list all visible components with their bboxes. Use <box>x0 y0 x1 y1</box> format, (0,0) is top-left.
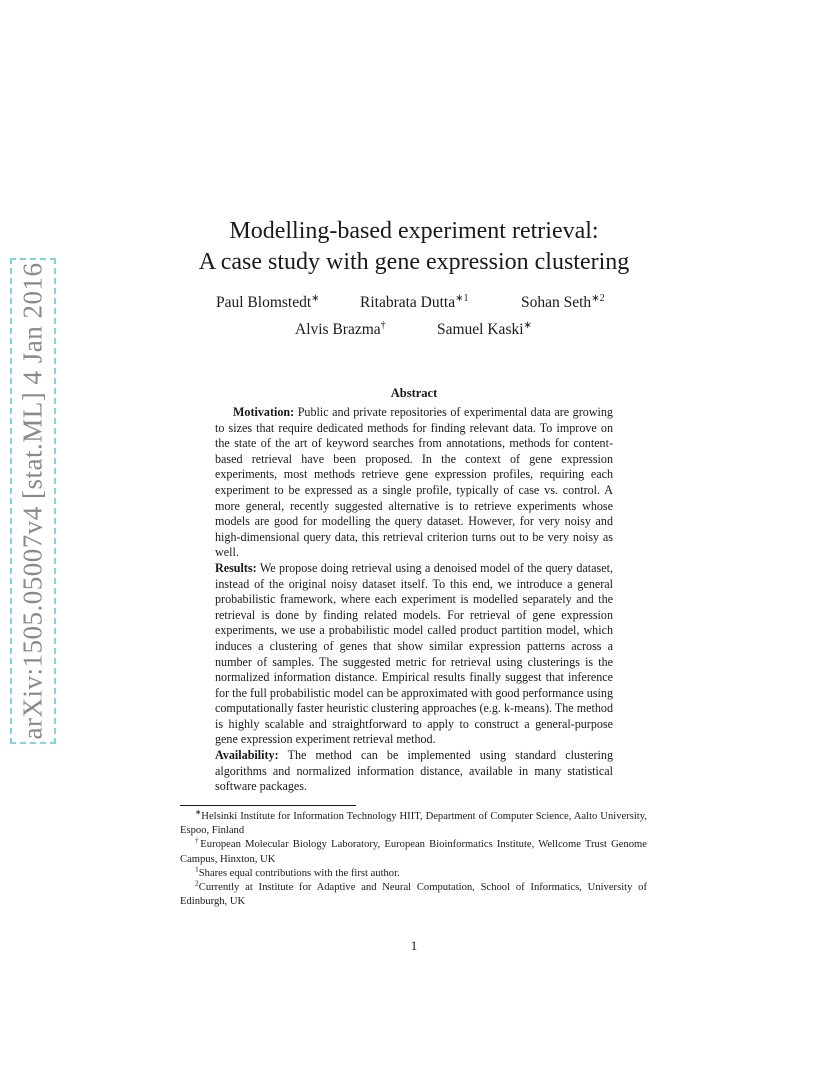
abstract-availability-paragraph <box>215 748 613 795</box>
results-label: Results: <box>215 560 257 575</box>
page-number: 1 <box>410 938 418 953</box>
abstract-motivation-paragraph <box>215 405 613 561</box>
footnote-divider <box>180 805 356 806</box>
arxiv-identifier: arXiv:1505.05007v4 [stat.ML] 4 Jan 2016 <box>17 262 48 740</box>
footnotes <box>180 807 647 909</box>
arxiv-stamp <box>10 258 56 744</box>
paper-title-line-2: A case study with gene expression clustering <box>198 249 630 275</box>
author-sohan-seth: Sohan Seth$^{∗2}$ <box>521 292 605 311</box>
author-affiliation-mark: ∗1 <box>455 292 469 304</box>
author-affiliation-mark: ∗ <box>523 319 532 331</box>
author-affiliation-mark: ∗2 <box>591 292 605 304</box>
motivation-text: Public and private repositories of experimental data are growing to sizes that require dedicated methods for finding relevant data. To improve on the state of the art of keyword searches from annotations, methods for content-based retrieval have been proposed. In the context of gene expression experiments, most methods retrieve gene expression profiles, requiring each experiment to be expressed as a single profile, typically of case vs. control. A more general, recently suggested alternative is to retrieve experiments whose models are good for modelling the query dataset. However, for very noisy and high-dimensional query data, this retrieval criterion turns out to be very noisy as well. <box>215 405 613 560</box>
abstract-heading: Abstract <box>390 386 438 400</box>
author-ritabrata-dutta: Ritabrata Dutta$^{∗1}$ <box>360 292 469 311</box>
motivation-label: Motivation: <box>233 405 295 419</box>
abstract-body <box>215 405 613 795</box>
abstract-results-paragraph <box>215 561 613 748</box>
author-affiliation-mark: † <box>380 319 386 331</box>
footnote: ∗Helsinki Institute for Information Technology HIIT, Department of Computer Science, Aalto University, Espoo, Finland <box>180 807 647 837</box>
availability-label: Availability: <box>215 748 279 763</box>
author-alvis-brazma: Alvis Brazma† <box>295 319 386 338</box>
footnote: †European Molecular Biology Laboratory, European Bioinformatics Institute, Wellcome Trust Genome Campus, Hinxton, UK <box>180 835 647 865</box>
availability-text: The method can be implemented using standard clustering algorithms and normalized information distance, available in many statistical software packages. <box>215 748 613 794</box>
footnote: $^2$Currently at Institute for Adaptive and Neural Computation, School of Informatics, University of Edinburgh, UK <box>180 878 647 908</box>
paper-title-line-1: Modelling-based experiment retrieval: <box>229 218 599 244</box>
author-samuel-kaski: Samuel Kaski∗ <box>437 319 532 338</box>
author-affiliation-mark: ∗ <box>311 292 320 304</box>
results-text: We propose doing retrieval using a denoised model of the query dataset, instead of the original noisy dataset itself. To this end, we introduce a general probabilistic framework, where each experiment is modelled separately and the retrieval is done by finding related models. For retrieval of gene expression experiments, we use a probabilistic model called product partition model, which induces a clustering of genes that show similar expression patterns across a number of samples. The suggested metric for retrieval using clusterings is the normalized information distance. Empirical results finally suggest that inference for the full probabilistic model can be approximated with good performance using computationally faster heuristic clustering approaches (e.g. k-means). The method is highly scalable and straightforward to apply to construct a general-purpose gene expression experiment retrieval method. <box>215 560 613 747</box>
footnote: $^1$Shares equal contributions with the first author. <box>195 864 400 879</box>
author-paul-blomstedt: Paul Blomstedt∗ <box>216 292 320 311</box>
